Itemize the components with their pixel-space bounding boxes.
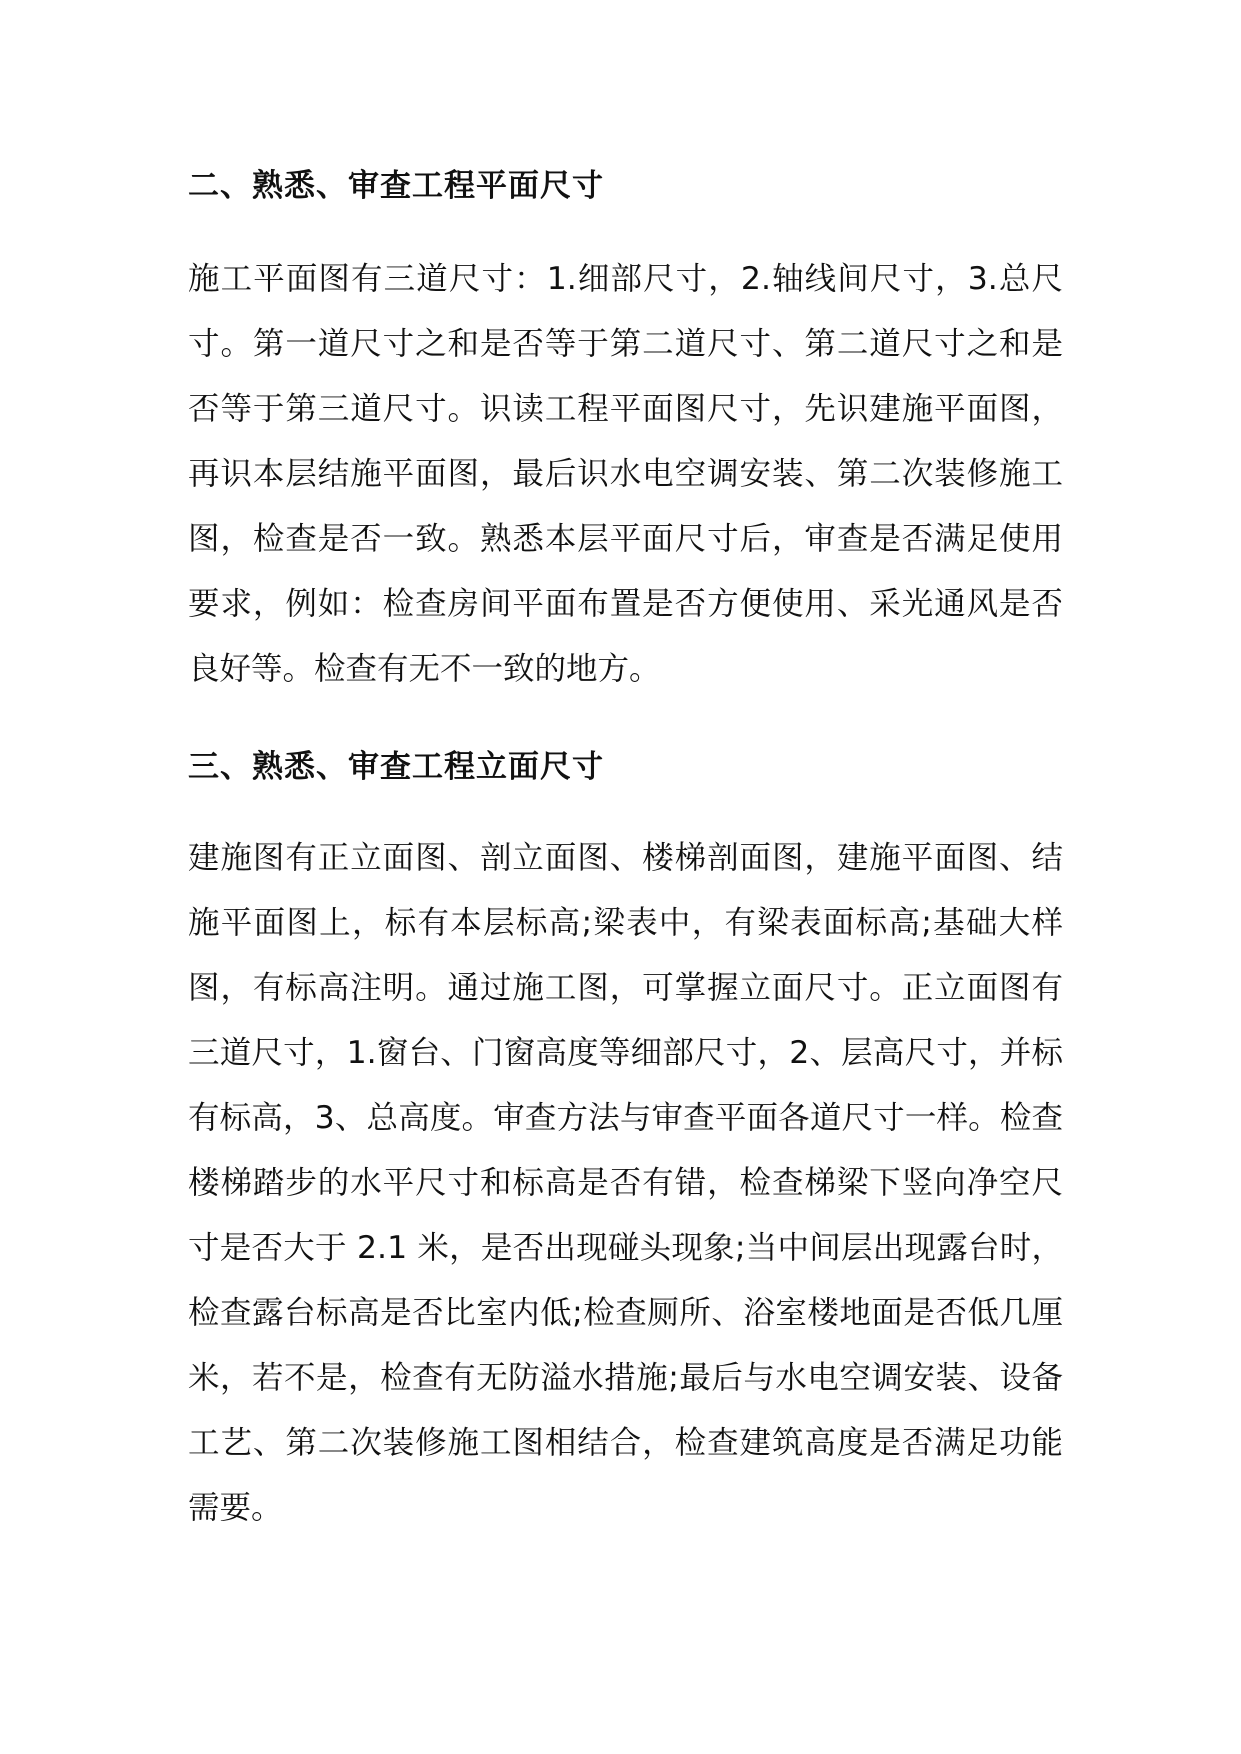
section-2-heading: 二、熟悉、审查工程平面尺寸 [188,168,604,204]
section-3-paragraph: 建施图有正立面图、剖立面图、楼梯剖面图，建施平面图、结施平面图上，标有本层标高;梁表中，有梁表面标高;基础大样图，有标高注明。通过施工图，可掌握立面尺寸。正立面图有三道尺寸，1.窗台、门窗高度等细部尺寸，2、层高尺寸，并标有标高，3、总高度。审查方法与审查平面各道尺寸一样。检查楼梯踏步的水平尺寸和标高是否有错，检查梯梁下竖向净空尺寸是否大于 2.1 米，是否出现碰头现象;当中间层出现露台时，检查露台标高是否比室内低;检查厕所、浴室楼地面是否低几厘米，若不是，检查有无防溢水措施;最后与水电空调安装、设备工艺、第二次装修施工图相结合，检查建筑高度是否满足功能需要。 [188,840,1063,1526]
section-3-heading-block [188,747,1063,787]
section-2-heading-block [188,166,1063,206]
section-2-paragraph: 施工平面图有三道尺寸：1.细部尺寸，2.轴线间尺寸，3.总尺寸。第一道尺寸之和是否等于第二道尺寸、第二道尺寸之和是否等于第三道尺寸。识读工程平面图尺寸，先识建施平面图，再识本层结施平面图，最后识水电空调安装、第二次装修施工图，检查是否一致。熟悉本层平面尺寸后，审查是否满足使用要求，例如：检查房间平面布置是否方便使用、采光通风是否良好等。检查有无不一致的地方。 [188,261,1063,687]
section-2-body-block [188,247,1063,702]
section-3-body-block [188,826,1063,1541]
section-3-heading: 三、熟悉、审查工程立面尺寸 [188,749,604,785]
